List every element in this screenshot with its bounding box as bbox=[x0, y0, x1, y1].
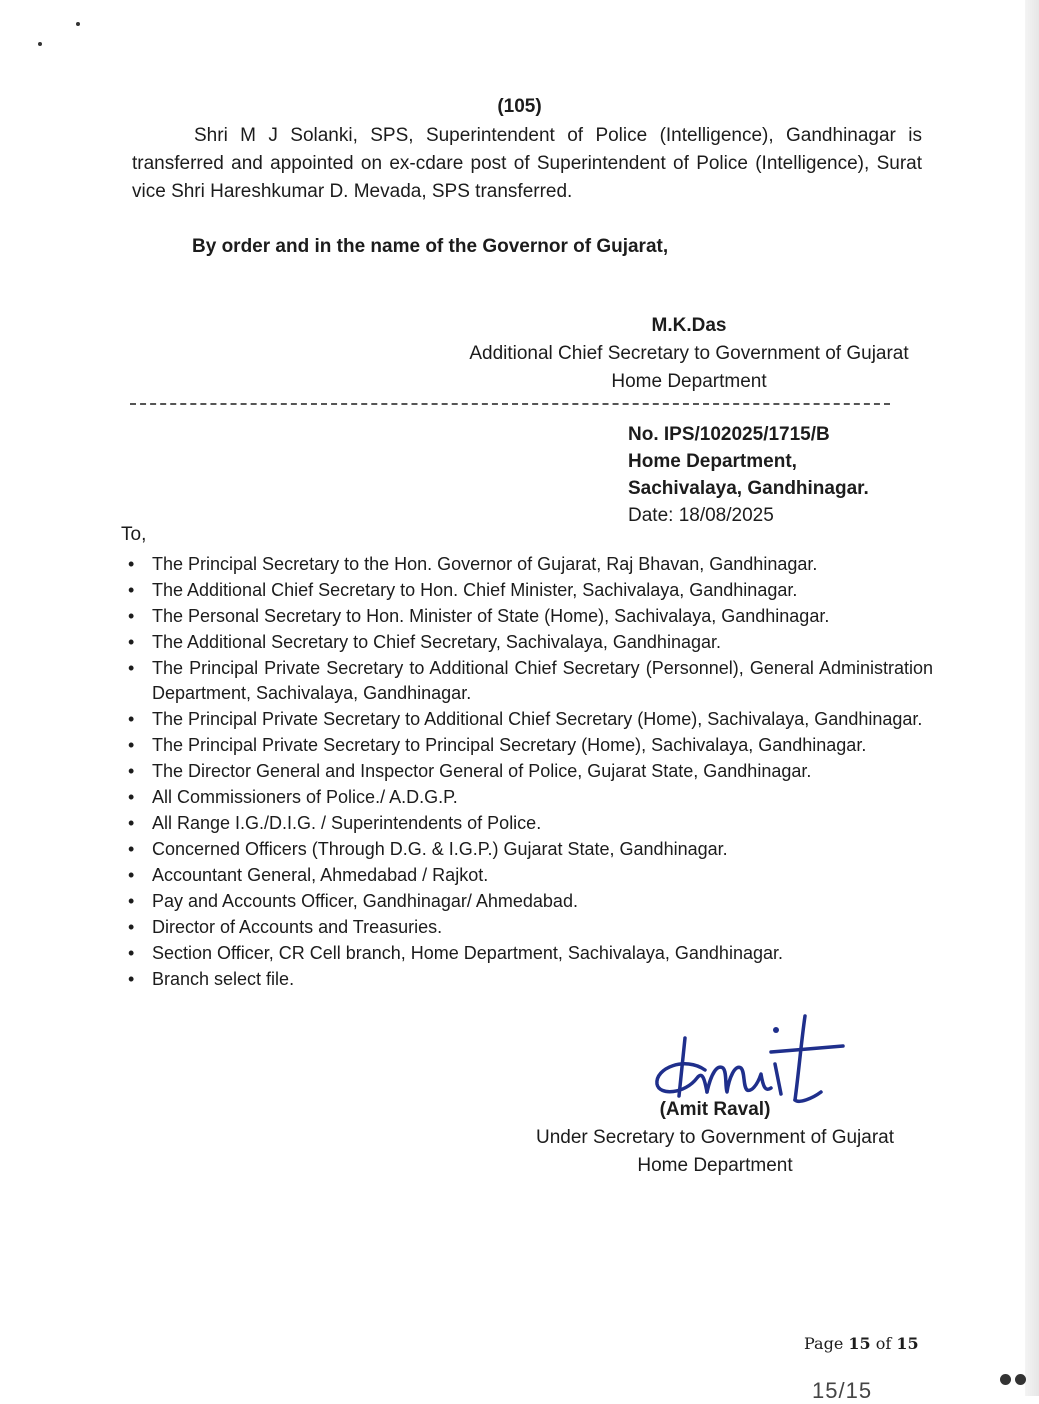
recipient-item bbox=[128, 630, 933, 655]
recipient-item bbox=[128, 759, 933, 784]
page-total: 15 bbox=[896, 1334, 919, 1353]
page-number-footer bbox=[804, 1334, 919, 1353]
signatory-block-1 bbox=[440, 312, 938, 396]
page-middle: of bbox=[870, 1334, 897, 1353]
signatory-1-department: Home Department bbox=[611, 371, 767, 392]
recipient-text: The Additional Secretary to Chief Secretary, Sachivalaya, Gandhinagar. bbox=[152, 632, 721, 652]
recipient-item bbox=[128, 785, 933, 810]
recipient-text: The Director General and Inspector General of Police, Gujarat State, Gandhinagar. bbox=[152, 761, 812, 781]
recipient-item bbox=[128, 656, 933, 706]
signatory-1-title: Additional Chief Secretary to Government of Gujarat bbox=[469, 343, 909, 364]
recipient-text: The Principal Private Secretary to Principal Secretary (Home), Sachivalaya, Gandhinagar. bbox=[152, 735, 867, 755]
recipient-item bbox=[128, 941, 933, 966]
recipient-item bbox=[128, 707, 933, 732]
recipient-text: All Range I.G./D.I.G. / Superintendents of Police. bbox=[152, 813, 542, 833]
recipient-text: The Additional Chief Secretary to Hon. Chief Minister, Sachivalaya, Gandhinagar. bbox=[152, 580, 798, 600]
recipient-text: Concerned Officers (Through D.G. & I.G.P.) Gujarat State, Gandhinagar. bbox=[152, 839, 728, 859]
page-edge-shadow bbox=[1025, 0, 1039, 1396]
page-prefix: Page bbox=[804, 1334, 849, 1353]
signatory-2-department: Home Department bbox=[637, 1155, 793, 1176]
bullet-icon: • bbox=[128, 554, 135, 574]
reference-date: Date: 18/08/2025 bbox=[628, 505, 774, 526]
bullet-icon: • bbox=[128, 839, 135, 859]
bullet-icon: • bbox=[128, 761, 135, 781]
bullet-icon: • bbox=[128, 891, 135, 911]
order-number: (105) bbox=[497, 96, 542, 117]
bullet-icon: • bbox=[128, 943, 135, 963]
by-order-line: By order and in the name of the Governor of Gujarat, bbox=[192, 236, 669, 257]
recipient-text: Pay and Accounts Officer, Gandhinagar/ Ahmedabad. bbox=[152, 891, 578, 911]
recipient-text: Director of Accounts and Treasuries. bbox=[152, 917, 443, 937]
signatory-2-name: (Amit Raval) bbox=[659, 1099, 771, 1120]
recipient-text: Branch select file. bbox=[152, 969, 295, 989]
recipient-item bbox=[128, 837, 933, 862]
recipient-item bbox=[128, 967, 933, 992]
transfer-paragraph: Shri M J Solanki, SPS, Superintendent of Police (Intelligence), Gandhinagar is transferred and appointed on ex-cdare post of Superintendent of Police (Intelligence), Surat vice Shri Hareshkumar D. Mevada, SPS transferred. bbox=[132, 125, 922, 202]
bullet-icon: • bbox=[128, 735, 135, 755]
bullet-icon: • bbox=[128, 580, 135, 600]
recipient-text: Section Officer, CR Cell branch, Home Department, Sachivalaya, Gandhinagar. bbox=[152, 943, 783, 963]
bullet-icon: • bbox=[128, 632, 135, 652]
recipient-item bbox=[128, 733, 933, 758]
handwritten-signature bbox=[645, 1008, 845, 1108]
scan-speck bbox=[38, 42, 42, 46]
recipient-item bbox=[128, 863, 933, 888]
recipient-item bbox=[128, 811, 933, 836]
recipient-item bbox=[128, 604, 933, 629]
recipient-text: The Principal Secretary to the Hon. Governor of Gujarat, Raj Bhavan, Gandhinagar. bbox=[152, 554, 818, 574]
signatory-1-name: M.K.Das bbox=[651, 315, 727, 336]
recipient-item bbox=[128, 552, 933, 577]
recipient-list bbox=[128, 552, 933, 993]
reference-block bbox=[628, 421, 869, 529]
recipient-item bbox=[128, 889, 933, 914]
recipient-text: The Personal Secretary to Hon. Minister of State (Home), Sachivalaya, Gandhinagar. bbox=[152, 606, 830, 626]
recipient-text: The Principal Private Secretary to Additional Chief Secretary (Personnel), General Administration Department, Sachivalaya, Gandhinagar. bbox=[152, 658, 933, 703]
bullet-icon: • bbox=[128, 917, 135, 937]
dashed-divider bbox=[130, 403, 890, 405]
scan-speck bbox=[76, 22, 80, 26]
bullet-icon: • bbox=[128, 969, 135, 989]
to-label: To, bbox=[121, 524, 147, 545]
bullet-icon: • bbox=[128, 658, 135, 678]
bullet-icon: • bbox=[128, 709, 135, 729]
reference-location: Sachivalaya, Gandhinagar. bbox=[628, 478, 869, 499]
recipient-item bbox=[128, 578, 933, 603]
recipient-text: The Principal Private Secretary to Additional Chief Secretary (Home), Sachivalaya, Gandhinagar. bbox=[152, 709, 923, 729]
reference-department: Home Department, bbox=[628, 451, 797, 472]
signatory-2-title: Under Secretary to Government of Gujarat bbox=[536, 1127, 894, 1148]
bullet-icon: • bbox=[128, 865, 135, 885]
bullet-icon: • bbox=[128, 813, 135, 833]
bullet-icon: • bbox=[128, 787, 135, 807]
page-current: 15 bbox=[848, 1334, 871, 1353]
reference-number: No. IPS/102025/1715/B bbox=[628, 424, 830, 445]
recipient-text: Accountant General, Ahmedabad / Rajkot. bbox=[152, 865, 489, 885]
more-options-icon[interactable] bbox=[1000, 1374, 1034, 1396]
bullet-icon: • bbox=[128, 606, 135, 626]
recipient-text: All Commissioners of Police./ A.D.G.P. bbox=[152, 787, 458, 807]
viewer-page-counter: 15/15 bbox=[812, 1378, 873, 1403]
signatory-block-2 bbox=[500, 1096, 930, 1180]
recipient-item bbox=[128, 915, 933, 940]
